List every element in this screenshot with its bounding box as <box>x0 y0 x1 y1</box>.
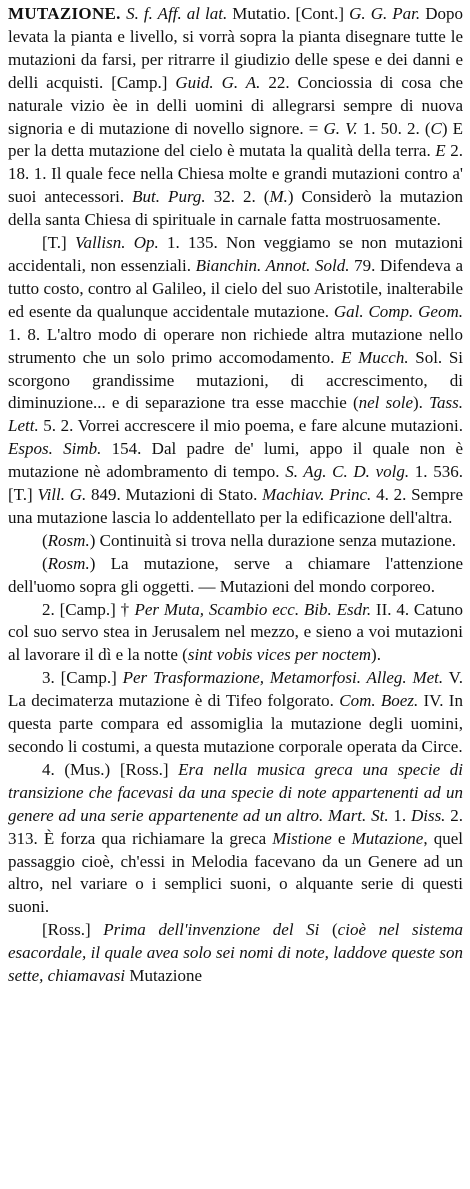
body-text: 2. [Camp.] † <box>42 599 135 619</box>
body-text: 1. 135. Non veggiamo se non mutazioni accidentali, non essenziali. <box>8 233 464 275</box>
citation-text: Prima dell'invenzione del Si <box>103 920 320 940</box>
body-text: 79. Difendeva a tutto costo, contro al Galileo, il cielo del suo Aristotile, inalterabile ed esente da qualunque accidentale mutazione. <box>8 255 464 321</box>
citation-text: Vill. G. <box>37 485 87 505</box>
body-text: 1. 8. L'altro modo di operare non richiede altra mutazione nello strumento che un solo primo accomodamento. <box>8 324 463 367</box>
citation-text: Mistione <box>272 828 332 848</box>
entry-paragraph-5 <box>8 667 463 759</box>
entry-paragraph-6 <box>8 759 463 919</box>
body-text: 4. (Mus.) [Ross.] <box>42 759 179 779</box>
entry-paragraph-3 <box>8 553 463 599</box>
citation-text: C <box>430 118 442 138</box>
entry-paragraph-0 <box>8 3 463 232</box>
headword: MUTAZIONE. <box>8 4 127 23</box>
citation-text: G. G. Par. <box>349 4 421 23</box>
body-text: , quel passaggio cioè, ch'essi in Melodia facevano da un Genere ad un altro, nel variare o i semplici suoni, o alquante serie di questi suoni. <box>8 828 463 917</box>
entry-paragraph-2 <box>8 530 463 553</box>
entry-paragraph-1 <box>8 232 463 530</box>
body-text: Dopo levata la pianta e livello, si vorrà sopra la pianta disegnare tutte le mutazioni da farsi, per ritrarre il giudizio delle spese e dei danni e delli acquisti. [Camp.] <box>8 4 464 92</box>
body-text: 1. 536. [T.] <box>8 462 463 505</box>
body-text: 32. 2. ( <box>205 187 270 207</box>
citation-text: Rosm. <box>47 553 90 573</box>
body-text: V. La decimaterza mutazione è di Tifeo folgorato. <box>8 668 463 711</box>
body-text: 22. Conciossia di cosa che naturale vizio èe in delli uomini di allegrarsi sempre di nuova signoria e di mutazione di novello signore. = <box>8 72 463 138</box>
body-text: 2. 313. È forza qua richiamare la greca <box>8 805 463 848</box>
body-text: ). <box>413 393 430 413</box>
citation-text: E <box>435 141 446 161</box>
citation-text: Tass. Lett. <box>8 393 463 436</box>
citation-text: Com. Boez. <box>339 691 419 711</box>
body-text: [Ross.] <box>42 920 104 940</box>
body-text: e <box>331 828 352 848</box>
citation-text: Gal. Comp. Geom. <box>333 301 463 321</box>
body-text: ) La mutazione, serve a chiamare l'attenzione dell'uomo sopra gli oggetti. — Mutazioni del mondo corporeo. <box>8 553 463 596</box>
body-text: [T.] <box>42 233 75 253</box>
citation-text: Per Muta, Scambio ecc. Bib. Esdr. <box>134 599 372 619</box>
body-text: 154. Dal padre de' lumi, appo il quale non è mutazione nè adombramento di tempo. <box>8 439 463 482</box>
citation-text: Vallisn. Op. <box>74 233 159 253</box>
body-text: 4. 2. Sempre una mutazione lascia lo addentellato per la edificazione dell'altra. <box>8 485 463 527</box>
citation-text: S. f. Aff. al lat. <box>126 4 228 23</box>
body-text: Mutatio. [Cont.] <box>227 4 350 23</box>
entry-paragraph-4 <box>8 599 463 668</box>
body-text: ). <box>371 645 381 665</box>
citation-text: Guid. G. A. <box>175 72 261 92</box>
entry-paragraph-7 <box>8 919 463 988</box>
citation-text: S. Ag. C. D. volg. <box>285 462 410 482</box>
body-text: ( <box>319 920 338 940</box>
citation-text: Diss. <box>410 805 446 825</box>
body-text: 1. <box>388 805 411 825</box>
body-text: ) Continuità si trova nella durazione senza mutazione. <box>89 530 457 550</box>
citation-text: But. Purg. <box>132 187 206 207</box>
body-text: 3. [Camp.] <box>42 668 123 688</box>
citation-text: M. <box>269 187 288 207</box>
body-text: Sol. Si scorgono grandissime mutazioni, di accrescimento, di diminuzione... e di separazione tra esse macchie ( <box>8 347 464 413</box>
body-text: II. 4. Catuno col suo servo stea in Jerusalem nel mezzo, e sieno a voi mutazioni al lavorare il dì e la notte ( <box>8 599 464 665</box>
body-text: ) Considerò la mutazion della santa Chiesa di spirituale in carnale fatta mostruosamente. <box>8 187 464 230</box>
body-text: 5. 2. Vorrei accrescere il mio poema, e fare alcune mutazioni. <box>38 416 463 436</box>
citation-text: G. V. <box>323 118 358 138</box>
body-text: 849. Mutazioni di Stato. <box>86 485 263 505</box>
body-text: Mutazione <box>125 966 203 986</box>
citation-text: Rosm. <box>47 530 90 550</box>
citation-text: Mutazione <box>351 828 424 848</box>
citation-text: Espos. Simb. <box>8 439 102 459</box>
citation-text: sint vobis vices per noctem <box>187 645 372 665</box>
citation-text: Per Trasformazione, Metamorfosi. Alleg. Met. <box>122 668 444 688</box>
body-text: ( <box>42 530 48 550</box>
body-text: 1. 50. 2. ( <box>357 118 431 138</box>
citation-text: nel sole <box>358 393 413 413</box>
citation-text: E Mucch. <box>341 347 409 367</box>
citation-text: Machiav. Princ. <box>262 485 372 505</box>
citation-text: cioè nel sistema esacordale, il quale avea solo sei nomi di note, laddove queste son sette, chiamavasi <box>8 920 463 986</box>
citation-text: Bianchin. Annot. Sold. <box>195 255 350 275</box>
citation-text: Era nella musica greca una specie di transizione che facevasi da una specie di note appartenenti ad un genere ad una serie appartenente ad un altro. Mart. St. <box>8 759 463 825</box>
body-text: ) E per la detta mutazione del cielo è mutata la qualità della terra. <box>8 118 463 161</box>
body-text: ( <box>42 553 48 573</box>
body-text: IV. In questa parte compara ed assomiglia la mutazione degli uomini, secondo li costumi, a questa mutazione corporale operata da Circe. <box>8 691 463 756</box>
body-text: 2. 18. 1. Il quale fece nella Chiesa molte e grandi mutazioni contro a' suoi antecessori. <box>8 141 463 207</box>
